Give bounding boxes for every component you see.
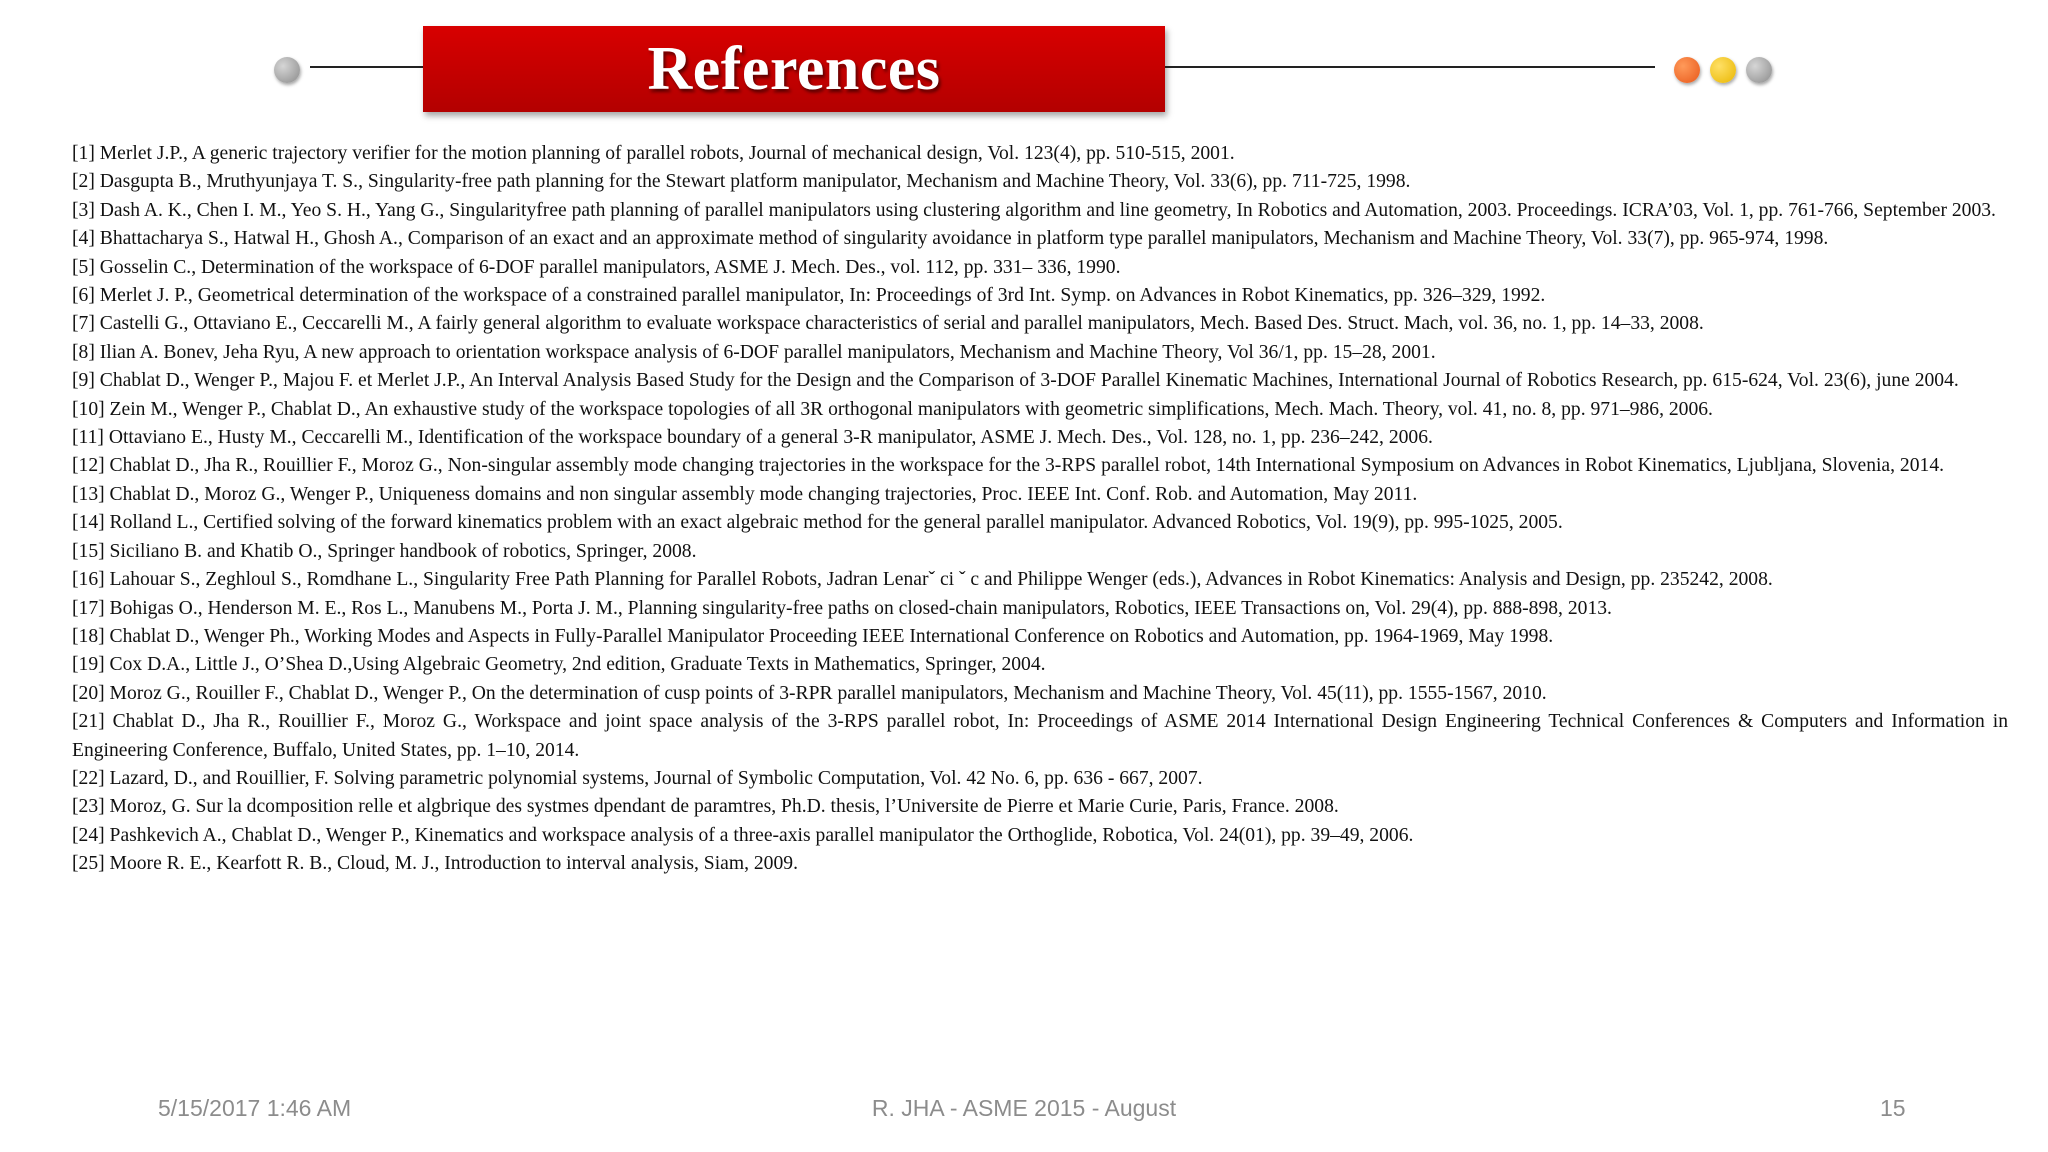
reference-item: [15] Siciliano B. and Khatib O., Springer handbook of robotics, Springer, 2008. — [72, 540, 697, 562]
reference-item: [17] Bohigas O., Henderson M. E., Ros L., Manubens M., Porta J. M., Planning singularity-free paths on closed-chain manipulators, Robotics, IEEE Transactions on, Vol. 29(4), pp. 888-898, 2013. — [72, 597, 1612, 619]
reference-item: [16] Lahouar S., Zeghloul S., Romdhane L., Singularity Free Path Planning for Parallel Robots, Jadran Lenarˇ ci ˇ c and Philippe Wenger (eds.), Advances in Robot Kinematics: Analysis and Design, pp. 235242, 2008. — [72, 569, 1773, 591]
reference-item: [10] Zein M., Wenger P., Chablat D., An exhaustive study of the workspace topologies of all 3R orthogonal manipulators with geometric simplifications, Mech. Mach. Theory, vol. 41, no. 8, pp. 971–986, 2006. — [72, 398, 1713, 420]
reference-item: [12] Chablat D., Jha R., Rouillier F., Moroz G., Non-singular assembly mode changing trajectories in the workspace for the 3-RPS parallel robot, 14th International Symposium on Advances in Robot Kinematics, Ljubljana, Slovenia, 2014. — [72, 455, 1945, 477]
header-rule-right — [1165, 66, 1655, 68]
reference-item: [14] Rolland L., Certified solving of the forward kinematics problem with an exact algebraic method for the general parallel manipulator. Advanced Robotics, Vol. 19(9), pp. 995-1025, 2005. — [72, 512, 1563, 534]
title-banner — [423, 26, 1165, 112]
yellow-circle-icon — [1710, 57, 1736, 83]
reference-item: [21] Chablat D., Jha R., Rouillier F., Moroz G., Workspace and joint space analysis of the 3-RPS parallel robot, In: Proceedings of ASME 2014 International Design Engineering Technical Conferences & Computers and Information in Engineering Conference, Buffalo, United States, pp. 1–10, 2014. — [72, 711, 2008, 761]
reference-item: [6] Merlet J. P., Geometrical determination of the workspace of a constrained parallel manipulator, In: Proceedings of 3rd Int. Symp. on Advances in Robot Kinematics, pp. 326–329, 1992. — [72, 285, 1546, 307]
reference-item: [20] Moroz G., Rouiller F., Chablat D., Wenger P., On the determination of cusp points of 3-RPR parallel manipulators, Mechanism and Machine Theory, Vol. 45(11), pp. 1555-1567, 2010. — [72, 682, 1547, 704]
reference-item: [25] Moore R. E., Kearfott R. B., Cloud, M. J., Introduction to interval analysis, Siam, 2009. — [72, 853, 798, 875]
reference-item: [11] Ottaviano E., Husty M., Ceccarelli M., Identification of the workspace boundary of a general 3-R manipulator, ASME J. Mech. Des., Vol. 128, no. 1, pp. 236–242, 2006. — [72, 427, 1433, 449]
reference-item: [9] Chablat D., Wenger P., Majou F. et Merlet J.P., An Interval Analysis Based Study for the Design and the Comparison of 3-DOF Parallel Kinematic Machines, International Journal of Robotics Research, pp. 615-624, Vol. 23(6), june 2004. — [72, 370, 1959, 392]
reference-item: [23] Moroz, G. Sur la dcomposition relle et algbrique des systmes dpendant de paramtres, Ph.D. thesis, l’Universite de Pierre et Marie Curie, Paris, France. 2008. — [72, 796, 1339, 818]
reference-item: [5] Gosselin C., Determination of the workspace of 6-DOF parallel manipulators, ASME J. Mech. Des., vol. 112, pp. 331– 336, 1990. — [72, 256, 1121, 278]
reference-item: [8] Ilian A. Bonev, Jeha Ryu, A new approach to orientation workspace analysis of 6-DOF parallel manipulators, Mechanism and Machine Theory, Vol 36/1, pp. 15–28, 2001. — [72, 341, 1436, 363]
reference-item: [13] Chablat D., Moroz G., Wenger P., Uniqueness domains and non singular assembly mode changing trajectories, Proc. IEEE Int. Conf. Rob. and Automation, May 2011. — [72, 483, 1418, 505]
footer-presenter: R. JHA - ASME 2015 - August — [871, 1095, 1177, 1121]
reference-item: [22] Lazard, D., and Rouillier, F. Solving parametric polynomial systems, Journal of Symbolic Computation, Vol. 42 No. 6, pp. 636 - 667, 2007. — [72, 767, 1203, 789]
gray-circle-icon — [274, 57, 300, 83]
reference-item: [1] Merlet J.P., A generic trajectory verifier for the motion planning of parallel robots, Journal of mechanical design, Vol. 123(4), pp. 510-515, 2001. — [72, 143, 1235, 164]
footer-page-number: 15 — [1880, 1095, 1906, 1121]
reference-item: [3] Dash A. K., Chen I. M., Yeo S. H., Yang G., Singularityfree path planning of parallel manipulators using clustering algorithm and line geometry, In Robotics and Automation, 2003. Proceedings. ICRA’03, Vol. 1, pp. 761-766, September 2003. — [72, 199, 1996, 221]
gray-circle-icon — [1746, 57, 1772, 83]
footer-date: 5/15/2017 1:46 AM — [158, 1095, 352, 1121]
slide-header — [0, 0, 2048, 130]
orange-circle-icon — [1674, 57, 1700, 83]
reference-item: [24] Pashkevich A., Chablat D., Wenger P., Kinematics and workspace analysis of a three-axis parallel manipulator the Orthoglide, Robotica, Vol. 24(01), pp. 39–49, 2006. — [72, 824, 1414, 846]
reference-item: [7] Castelli G., Ottaviano E., Ceccarelli M., A fairly general algorithm to evaluate workspace characteristics of serial and parallel manipulators, Mech. Based Des. Struct. Mach, vol. 36, no. 1, pp. 14–33, 2008. — [72, 313, 1704, 335]
slide-title: References — [647, 34, 941, 103]
reference-list — [72, 140, 2008, 879]
header-rule-left — [310, 66, 430, 68]
reference-item: [4] Bhattacharya S., Hatwal H., Ghosh A., Comparison of an exact and an approximate method of singularity avoidance in platform type parallel manipulators, Mechanism and Machine Theory, Vol. 33(7), pp. 965-974, 1998. — [72, 228, 1829, 250]
reference-item: [2] Dasgupta B., Mruthyunjaya T. S., Singularity-free path planning for the Stewart platform manipulator, Mechanism and Machine Theory, Vol. 33(6), pp. 711-725, 1998. — [72, 171, 1411, 193]
reference-item: [18] Chablat D., Wenger Ph., Working Modes and Aspects in Fully-Parallel Manipulator Proceeding IEEE International Conference on Robotics and Automation, pp. 1964-1969, May 1998. — [72, 625, 1554, 647]
reference-item: [19] Cox D.A., Little J., O’Shea D.,Using Algebraic Geometry, 2nd edition, Graduate Texts in Mathematics, Springer, 2004. — [72, 654, 1046, 676]
